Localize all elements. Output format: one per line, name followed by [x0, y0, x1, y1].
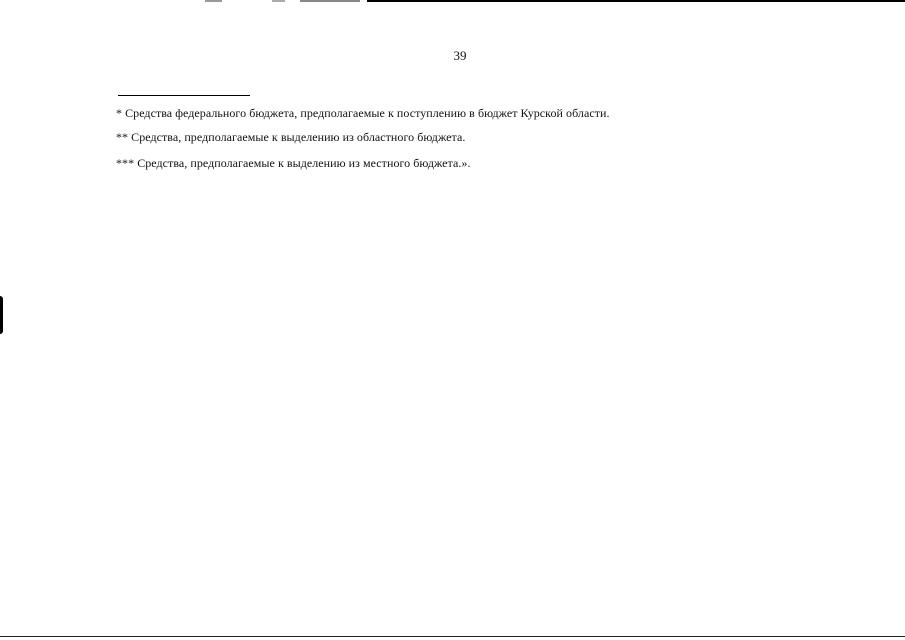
scan-edge-mark — [0, 296, 3, 334]
page-number: 39 — [453, 48, 467, 63]
footnote-separator — [118, 95, 250, 96]
scan-border-bottom — [0, 636, 905, 637]
footnote-regional-budget: ** Средства, предполагаемые к выделению из областного бюджета. — [116, 130, 466, 144]
footnote-local-budget: *** Средства, предполагаемые к выделению из местного бюджета.». — [116, 156, 471, 170]
footnote-federal-budget: * Средства федерального бюджета, предполагаемые к поступлению в бюджет Курской области. — [116, 106, 610, 120]
scan-border-top — [0, 0, 905, 2]
